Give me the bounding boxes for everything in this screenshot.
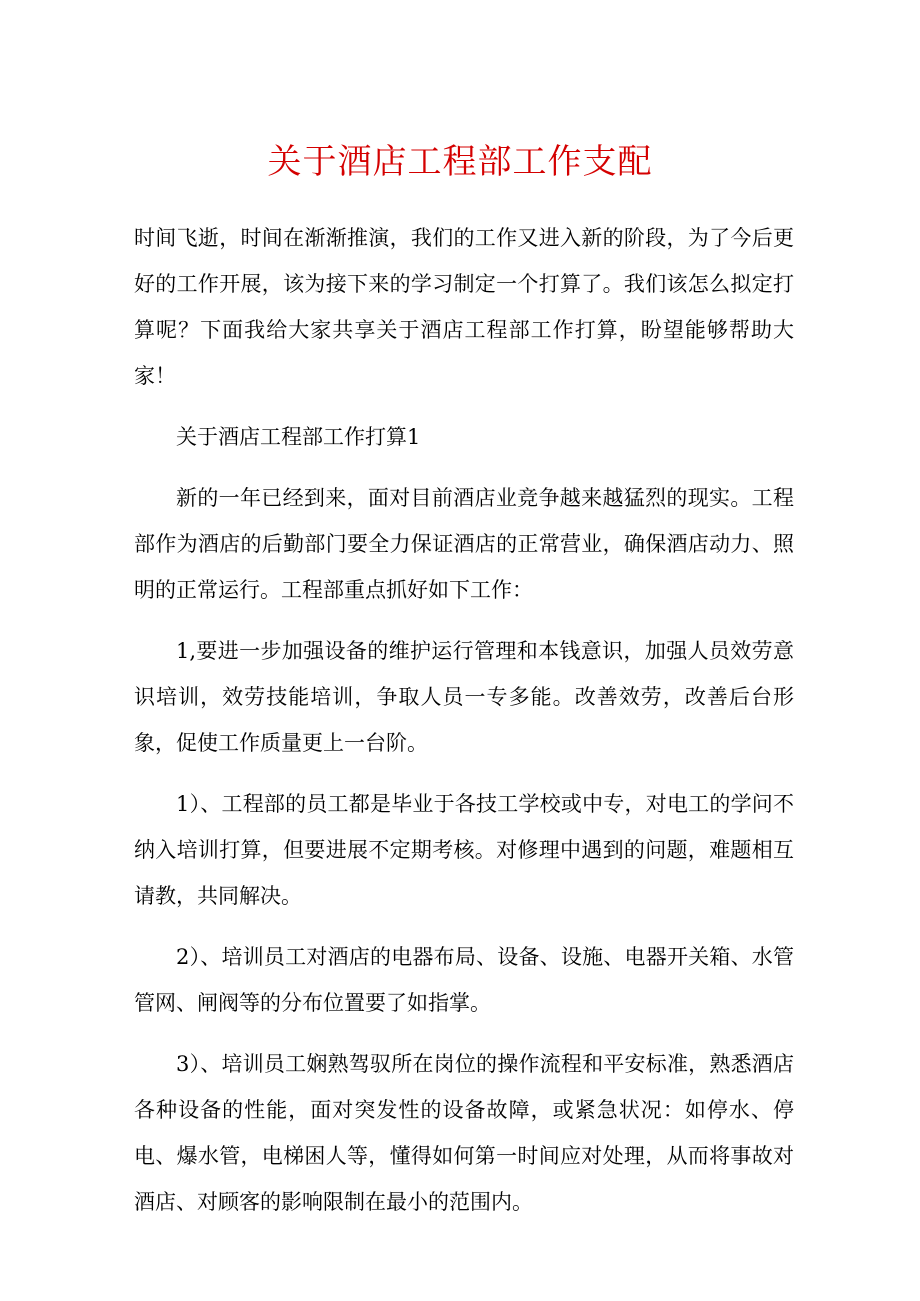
document-body <box>134 215 794 1240</box>
list-item-1: 1,要进一步加强设备的维护运行管理和本钱意识，加强人员效劳意识培训，效劳技能培训，争取人员一专多能。改善效劳，改善后台形象，促使工作质量更上一台阶。 <box>134 639 794 755</box>
intro-paragraph: 时间飞逝，时间在渐渐推演，我们的工作又进入新的阶段，为了今后更好的工作开展，该为接下来的学习制定一个打算了。我们该怎么拟定打算呢？下面我给大家共享关于酒店工程部工作打算，盼望能够帮助大家！ <box>134 226 794 388</box>
sub-item-2: 2）、培训员工对酒店的电器布局、设备、设施、电器开关箱、水管管网、闸阀等的分布位置要了如指掌。 <box>134 945 794 1015</box>
section-heading: 关于酒店工程部工作打算1 <box>176 425 421 449</box>
sub-item-3: 3）、培训员工娴熟驾驭所在岗位的操作流程和平安标准，熟悉酒店各种设备的性能，面对突发性的设备故障，或紧急状况：如停水、停电、爆水管，电梯困人等，懂得如何第一时间应对处理，从而将事故对酒店、对顾客的影响限制在最小的范围内。 <box>134 1052 794 1214</box>
document-title: 关于酒店工程部工作支配 <box>267 142 653 182</box>
sub-item-1: 1）、工程部的员工都是毕业于各技工学校或中专，对电工的学问不纳入培训打算，但要进展不定期考核。对修理中遇到的问题，难题相互请教，共同解决。 <box>134 792 794 908</box>
body-paragraph: 新的一年已经到来，面对目前酒店业竞争越来越猛烈的现实。工程部作为酒店的后勤部门要全力保证酒店的正常营业，确保酒店动力、照明的正常运行。工程部重点抓好如下工作： <box>134 486 794 602</box>
